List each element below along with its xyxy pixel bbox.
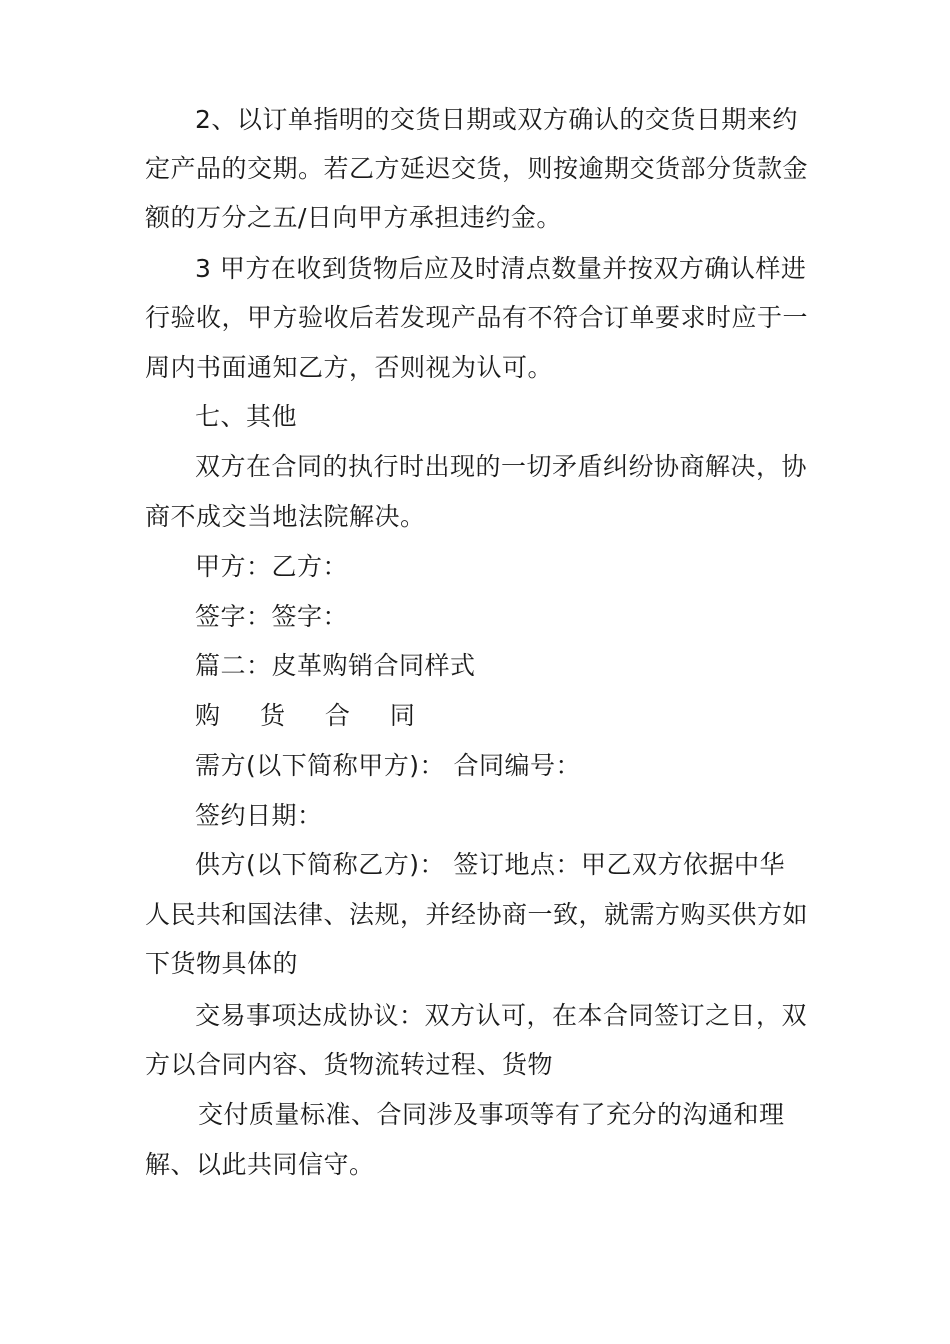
signature-labels: 签字：签字： (195, 602, 349, 631)
paragraph-inspection-line-3: 周内书面通知乙方，否则视为认可。 (145, 353, 554, 382)
paragraph-supplier-line-2: 人民共和国法律、法规，并经协商一致，就需方购买供方如 (145, 900, 809, 929)
paragraph-delivery-line-1: 2、以订单指明的交货日期或双方确认的交货日期来约 (195, 105, 798, 134)
paragraph-quality-line-1: 交付质量标准、合同涉及事项等有了充分的沟通和理 (198, 1100, 785, 1129)
paragraph-supplier-line-1: 供方(以下简称乙方)： 签订地点：甲乙双方依据中华 (195, 850, 785, 879)
paragraph-delivery-line-3: 额的万分之五/日向甲方承担违约金。 (145, 203, 562, 232)
contract-title: 购 货 合 同 (195, 701, 431, 730)
buyer-and-contract-number: 需方(以下简称甲方)： 合同编号： (195, 751, 581, 780)
section-heading-other: 七、其他 (195, 402, 298, 431)
paragraph-agreement-line-1: 交易事项达成协议：双方认可，在本合同签订之日，双 (195, 1001, 808, 1030)
paragraph-quality-line-2: 解、以此共同信守。 (145, 1150, 375, 1179)
paragraph-inspection-line-1: 3 甲方在收到货物后应及时清点数量并按双方确认样进 (195, 254, 807, 283)
paragraph-inspection-line-2: 行验收，甲方验收后若发现产品有不符合订单要求时应于一 (145, 303, 809, 332)
paragraph-dispute-line-1: 双方在合同的执行时出现的一切矛盾纠纷协商解决，协 (195, 452, 808, 481)
paragraph-delivery-line-2: 定产品的交期。若乙方延迟交货，则按逾期交货部分货款金 (145, 154, 809, 183)
party-labels: 甲方：乙方： (195, 552, 349, 581)
section-title-part-two: 篇二：皮革购销合同样式 (195, 651, 476, 680)
paragraph-supplier-line-3: 下货物具体的 (145, 949, 299, 978)
signing-date: 签约日期： (195, 801, 323, 830)
paragraph-dispute-line-2: 商不成交当地法院解决。 (145, 502, 426, 531)
paragraph-agreement-line-2: 方以合同内容、货物流转过程、货物 (145, 1050, 554, 1079)
